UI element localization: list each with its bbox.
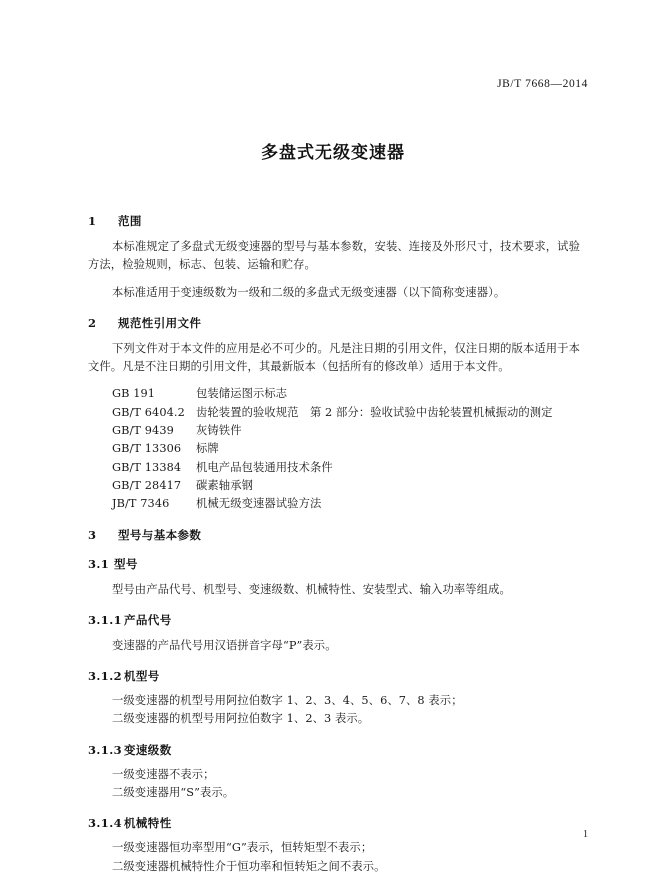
section-title-3: 型号与基本参数 [118,527,202,542]
section-number-3: 3 [88,527,97,542]
page-sheet [78,0,588,873]
paragraph-3-1-1-1: 变速器的产品代号用汉语拼音字母“P”表示。 [112,638,337,652]
section-number-3-1-1: 3.1.1 [88,612,123,627]
reference-item [112,385,580,403]
section-heading-1 [88,213,580,229]
section-title-2: 规范性引用文件 [118,315,202,330]
section-number-2: 2 [88,315,97,330]
section-heading-3-1-1 [88,612,580,628]
reference-item [112,440,580,458]
reference-code: GB 191 [112,387,156,401]
section-number-3-1-4: 3.1.4 [88,816,123,831]
reference-code: GB/T 13306 [112,442,182,456]
reference-item [112,422,580,440]
paragraph-1-1: 本标准规定了多盘式无级变速器的型号与基本参数，安装、连接及外形尺寸，技术要求，试验方法，检验规则，标志、包装、运输和贮存。 [88,240,580,272]
section-number-3-1-3: 3.1.3 [88,742,123,757]
list-3-1-2 [88,692,580,729]
reference-item [112,477,580,495]
list-item: 二级变速器用“S”表示。 [112,786,235,800]
reference-name: 机电产品包装通用技术条件 [196,460,333,474]
section-heading-3-1 [88,556,580,572]
page-number: 1 [583,829,588,840]
document-title: 多盘式无级变速器 [261,143,405,163]
paragraph-1-2: 本标准适用于变速级数为一级和二级的多盘式无级变速器（以下简称变速器）。 [112,285,506,299]
document-body [88,200,580,876]
list-3-1-3 [88,766,580,803]
reference-item [112,459,580,477]
reference-item [112,495,580,513]
section-title-3-1: 型号 [114,556,138,571]
section-number-3-1: 3.1 [88,556,110,571]
section-heading-3 [88,527,580,543]
reference-name: 包装储运图示标志 [196,387,288,401]
section-title-3-1-3: 变速级数 [124,742,172,757]
section-title-1: 范围 [118,214,142,228]
reference-code: JB/T 7346 [112,497,170,511]
section-number-3-1-2: 3.1.2 [88,669,123,684]
section-heading-3-1-4 [88,815,580,831]
reference-name: 机械无级变速器试验方法 [196,497,322,511]
list-item: 一级变速器的机型号用阿拉伯数字 1、2、3、4、5、6、7、8 表示； [112,694,463,708]
reference-name: 齿轮装置的验收规范 第 2 部分：验收试验中齿轮装置机械振动的测定 [196,405,553,419]
reference-name: 碳素轴承钢 [196,478,253,492]
list-item: 一级变速器不表示； [112,767,215,781]
section-number-1: 1 [88,214,97,228]
reference-name: 标牌 [196,442,219,456]
reference-name: 灰铸铁件 [196,424,242,438]
section-title-3-1-4: 机械特性 [124,816,172,831]
reference-code: GB/T 9439 [112,424,174,438]
list-item: 二级变速器的机型号用阿拉伯数字 1、2、3 表示。 [112,712,370,726]
section-title-3-1-1: 产品代号 [124,612,172,627]
paragraph-3-1-1: 型号由产品代号、机型号、变速级数、机械特性、安装型式、输入功率等组成。 [112,582,511,596]
reference-code: GB/T 28417 [112,478,182,492]
paragraph-2-1: 下列文件对于本文件的应用是必不可少的。凡是注日期的引用文件，仅注日期的版本适用于本文件。凡是不注日期的引用文件，其最新版本（包括所有的修改单）适用于本文件。 [88,341,580,374]
section-heading-3-1-2 [88,668,580,684]
section-heading-3-1-3 [88,742,580,758]
reference-item [112,404,580,422]
normative-references-list [88,385,580,513]
list-item: 一级变速器恒功率型用“G”表示，恒转矩型不表示； [112,841,373,855]
section-heading-2 [88,315,580,331]
list-item: 二级变速器机械特性介于恒功率和恒转矩之间不表示。 [112,859,386,873]
reference-code: GB/T 13384 [112,460,182,474]
section-title-3-1-2: 机型号 [124,669,160,684]
page-header-standard-number: JB/T 7668—2014 [497,78,588,90]
list-3-1-4 [88,839,580,876]
reference-code: GB/T 6404.2 [112,405,185,419]
